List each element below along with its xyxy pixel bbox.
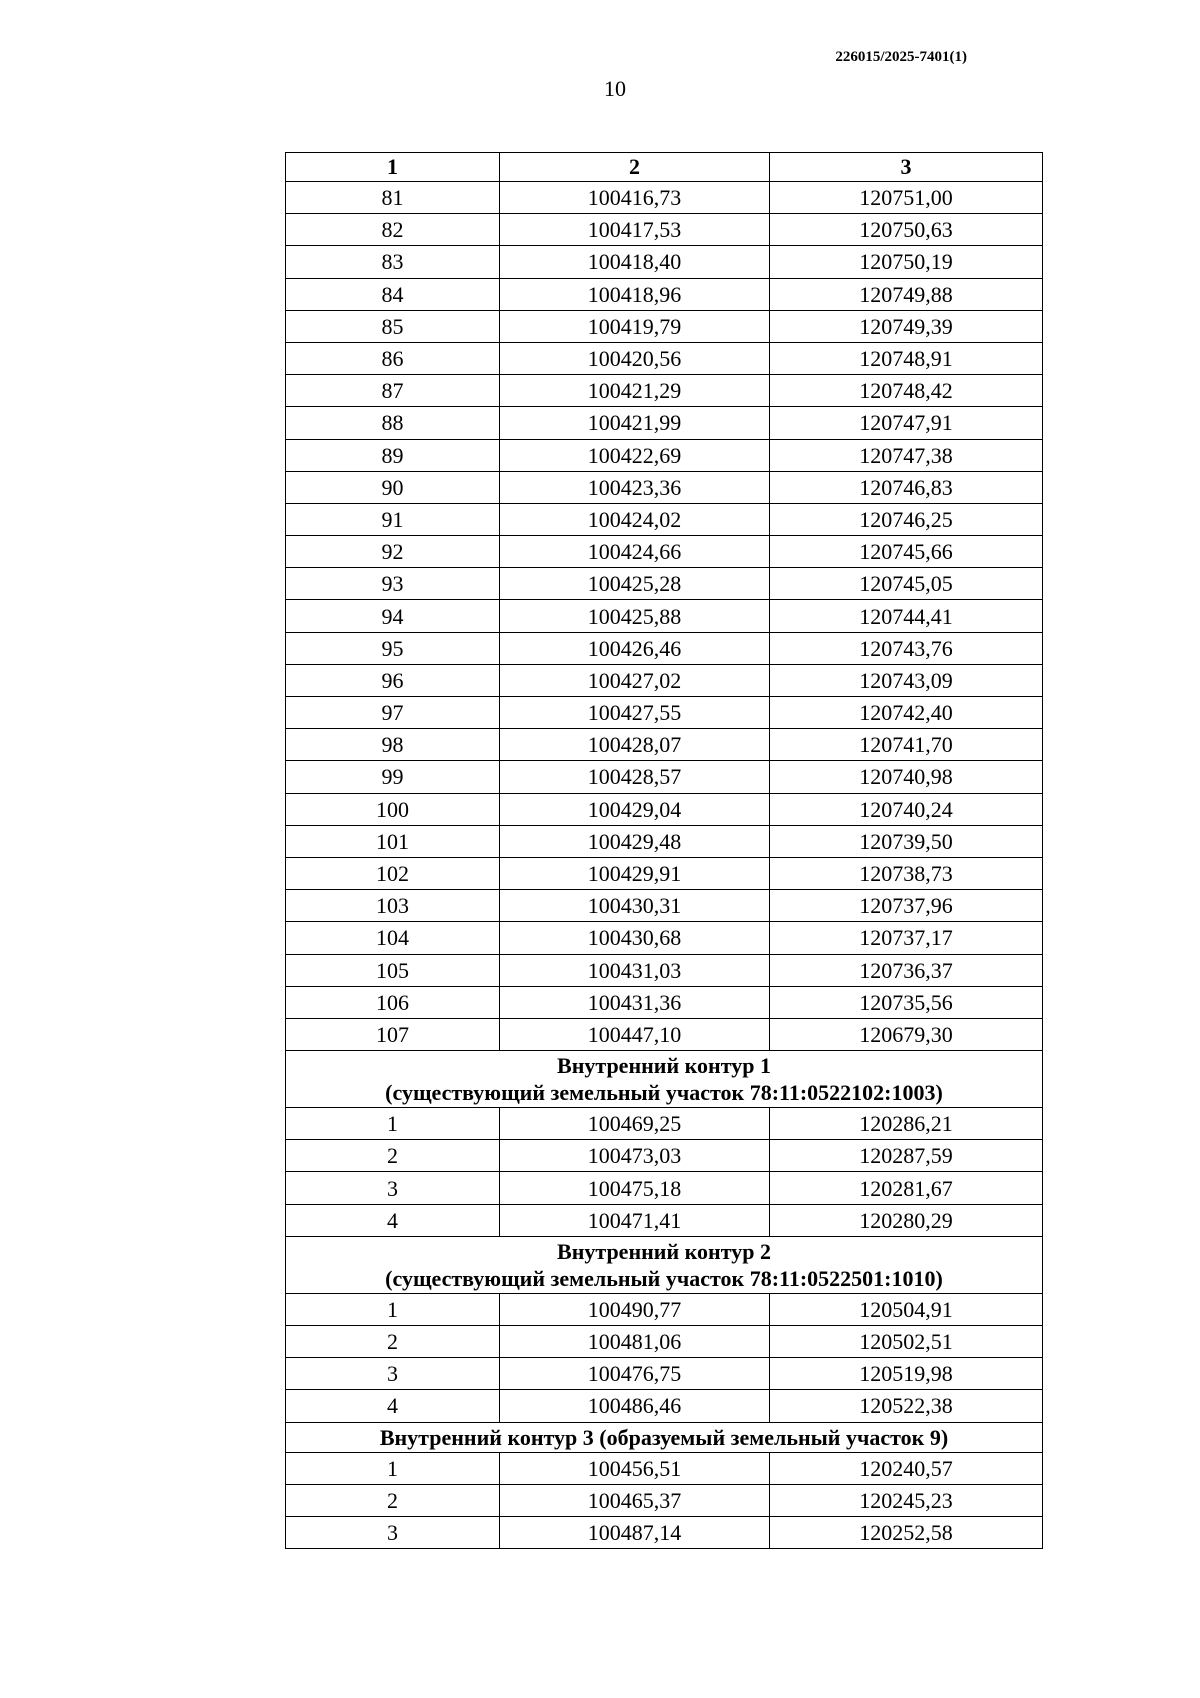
x-coordinate-cell: 100421,99 bbox=[500, 407, 770, 439]
section-title bbox=[286, 1051, 1043, 1108]
column-header-point: 1 bbox=[286, 153, 500, 182]
point-number-cell: 105 bbox=[286, 954, 500, 986]
x-coordinate-cell: 100427,55 bbox=[500, 697, 770, 729]
x-coordinate-cell: 100421,29 bbox=[500, 375, 770, 407]
table-row bbox=[286, 1018, 1043, 1050]
y-coordinate-cell: 120735,56 bbox=[770, 986, 1043, 1018]
table-row bbox=[286, 214, 1043, 246]
x-coordinate-cell: 100427,02 bbox=[500, 664, 770, 696]
point-number-cell: 2 bbox=[286, 1326, 500, 1358]
x-coordinate-cell: 100425,28 bbox=[500, 568, 770, 600]
column-header-y: 3 bbox=[770, 153, 1043, 182]
x-coordinate-cell: 100447,10 bbox=[500, 1018, 770, 1050]
x-coordinate-cell: 100425,88 bbox=[500, 600, 770, 632]
x-coordinate-cell: 100419,79 bbox=[500, 310, 770, 342]
y-coordinate-cell: 120504,91 bbox=[770, 1293, 1043, 1325]
document-number: 226015/2025-7401(1) bbox=[835, 49, 967, 65]
table-row bbox=[286, 986, 1043, 1018]
x-coordinate-cell: 100476,75 bbox=[500, 1358, 770, 1390]
x-coordinate-cell: 100490,77 bbox=[500, 1293, 770, 1325]
y-coordinate-cell: 120749,88 bbox=[770, 278, 1043, 310]
x-coordinate-cell: 100418,96 bbox=[500, 278, 770, 310]
point-number-cell: 91 bbox=[286, 503, 500, 535]
y-coordinate-cell: 120737,17 bbox=[770, 922, 1043, 954]
y-coordinate-cell: 120750,19 bbox=[770, 246, 1043, 278]
section-header-row bbox=[286, 1422, 1043, 1452]
y-coordinate-cell: 120286,21 bbox=[770, 1108, 1043, 1140]
y-coordinate-cell: 120280,29 bbox=[770, 1204, 1043, 1236]
x-coordinate-cell: 100471,41 bbox=[500, 1204, 770, 1236]
table-row bbox=[286, 246, 1043, 278]
y-coordinate-cell: 120741,70 bbox=[770, 729, 1043, 761]
table-row bbox=[286, 568, 1043, 600]
table-row bbox=[286, 182, 1043, 214]
point-number-cell: 100 bbox=[286, 793, 500, 825]
point-number-cell: 1 bbox=[286, 1108, 500, 1140]
table-row bbox=[286, 503, 1043, 535]
y-coordinate-cell: 120287,59 bbox=[770, 1140, 1043, 1172]
table-row bbox=[286, 600, 1043, 632]
point-number-cell: 87 bbox=[286, 375, 500, 407]
y-coordinate-cell: 120522,38 bbox=[770, 1390, 1043, 1422]
point-number-cell: 2 bbox=[286, 1484, 500, 1516]
table-row bbox=[286, 536, 1043, 568]
x-coordinate-cell: 100422,69 bbox=[500, 439, 770, 471]
table-row bbox=[286, 825, 1043, 857]
y-coordinate-cell: 120745,66 bbox=[770, 536, 1043, 568]
section-title-line2: (существующий земельный участок 78:11:0522501:1010) bbox=[385, 1265, 943, 1291]
table-body bbox=[286, 182, 1043, 1549]
y-coordinate-cell: 120749,39 bbox=[770, 310, 1043, 342]
x-coordinate-cell: 100430,68 bbox=[500, 922, 770, 954]
point-number-cell: 3 bbox=[286, 1358, 500, 1390]
x-coordinate-cell: 100429,91 bbox=[500, 857, 770, 889]
x-coordinate-cell: 100428,57 bbox=[500, 761, 770, 793]
y-coordinate-cell: 120748,42 bbox=[770, 375, 1043, 407]
table-row bbox=[286, 1484, 1043, 1516]
table-row bbox=[286, 793, 1043, 825]
section-title bbox=[286, 1236, 1043, 1293]
y-coordinate-cell: 120519,98 bbox=[770, 1358, 1043, 1390]
x-coordinate-cell: 100473,03 bbox=[500, 1140, 770, 1172]
y-coordinate-cell: 120745,05 bbox=[770, 568, 1043, 600]
y-coordinate-cell: 120743,76 bbox=[770, 632, 1043, 664]
x-coordinate-cell: 100429,48 bbox=[500, 825, 770, 857]
y-coordinate-cell: 120737,96 bbox=[770, 890, 1043, 922]
table-row bbox=[286, 1390, 1043, 1422]
y-coordinate-cell: 120736,37 bbox=[770, 954, 1043, 986]
y-coordinate-cell: 120240,57 bbox=[770, 1452, 1043, 1484]
point-number-cell: 107 bbox=[286, 1018, 500, 1050]
y-coordinate-cell: 120252,58 bbox=[770, 1516, 1043, 1548]
point-number-cell: 3 bbox=[286, 1516, 500, 1548]
point-number-cell: 1 bbox=[286, 1293, 500, 1325]
point-number-cell: 102 bbox=[286, 857, 500, 889]
y-coordinate-cell: 120281,67 bbox=[770, 1172, 1043, 1204]
y-coordinate-cell: 120742,40 bbox=[770, 697, 1043, 729]
y-coordinate-cell: 120750,63 bbox=[770, 214, 1043, 246]
x-coordinate-cell: 100423,36 bbox=[500, 471, 770, 503]
y-coordinate-cell: 120751,00 bbox=[770, 182, 1043, 214]
x-coordinate-cell: 100416,73 bbox=[500, 182, 770, 214]
y-coordinate-cell: 120744,41 bbox=[770, 600, 1043, 632]
x-coordinate-cell: 100430,31 bbox=[500, 890, 770, 922]
table-row bbox=[286, 375, 1043, 407]
y-coordinate-cell: 120245,23 bbox=[770, 1484, 1043, 1516]
table-row bbox=[286, 310, 1043, 342]
section-title-line1: Внутренний контур 2 bbox=[557, 1238, 771, 1264]
point-number-cell: 93 bbox=[286, 568, 500, 600]
point-number-cell: 1 bbox=[286, 1452, 500, 1484]
point-number-cell: 99 bbox=[286, 761, 500, 793]
table-row bbox=[286, 342, 1043, 374]
table-row bbox=[286, 857, 1043, 889]
x-coordinate-cell: 100487,14 bbox=[500, 1516, 770, 1548]
table-header-row bbox=[286, 153, 1043, 182]
point-number-cell: 88 bbox=[286, 407, 500, 439]
table-row bbox=[286, 1293, 1043, 1325]
table-row bbox=[286, 697, 1043, 729]
x-coordinate-cell: 100424,66 bbox=[500, 536, 770, 568]
point-number-cell: 92 bbox=[286, 536, 500, 568]
section-title bbox=[286, 1422, 1043, 1452]
point-number-cell: 82 bbox=[286, 214, 500, 246]
table-row bbox=[286, 1172, 1043, 1204]
x-coordinate-cell: 100420,56 bbox=[500, 342, 770, 374]
table-row bbox=[286, 471, 1043, 503]
x-coordinate-cell: 100481,06 bbox=[500, 1326, 770, 1358]
x-coordinate-cell: 100426,46 bbox=[500, 632, 770, 664]
table-row bbox=[286, 922, 1043, 954]
point-number-cell: 89 bbox=[286, 439, 500, 471]
table-row bbox=[286, 407, 1043, 439]
x-coordinate-cell: 100424,02 bbox=[500, 503, 770, 535]
table-row bbox=[286, 1140, 1043, 1172]
y-coordinate-cell: 120738,73 bbox=[770, 857, 1043, 889]
page-number: 10 bbox=[604, 76, 626, 101]
x-coordinate-cell: 100431,36 bbox=[500, 986, 770, 1018]
column-header-x: 2 bbox=[500, 153, 770, 182]
point-number-cell: 85 bbox=[286, 310, 500, 342]
table-row bbox=[286, 1204, 1043, 1236]
y-coordinate-cell: 120747,91 bbox=[770, 407, 1043, 439]
point-number-cell: 104 bbox=[286, 922, 500, 954]
section-header-row bbox=[286, 1236, 1043, 1293]
section-title-line1: Внутренний контур 3 (образуемый земельный участок 9) bbox=[379, 1424, 949, 1450]
table-row bbox=[286, 1108, 1043, 1140]
x-coordinate-cell: 100456,51 bbox=[500, 1452, 770, 1484]
section-title-line1: Внутренний контур 1 bbox=[557, 1053, 771, 1079]
point-number-cell: 103 bbox=[286, 890, 500, 922]
y-coordinate-cell: 120679,30 bbox=[770, 1018, 1043, 1050]
point-number-cell: 97 bbox=[286, 697, 500, 729]
x-coordinate-cell: 100475,18 bbox=[500, 1172, 770, 1204]
table-row bbox=[286, 890, 1043, 922]
y-coordinate-cell: 120746,83 bbox=[770, 471, 1043, 503]
table-row bbox=[286, 954, 1043, 986]
table-row bbox=[286, 1358, 1043, 1390]
point-number-cell: 96 bbox=[286, 664, 500, 696]
point-number-cell: 90 bbox=[286, 471, 500, 503]
point-number-cell: 95 bbox=[286, 632, 500, 664]
point-number-cell: 81 bbox=[286, 182, 500, 214]
x-coordinate-cell: 100428,07 bbox=[500, 729, 770, 761]
point-number-cell: 4 bbox=[286, 1204, 500, 1236]
section-header-row bbox=[286, 1051, 1043, 1108]
x-coordinate-cell: 100417,53 bbox=[500, 214, 770, 246]
y-coordinate-cell: 120746,25 bbox=[770, 503, 1043, 535]
coordinates-table bbox=[285, 152, 1043, 1549]
x-coordinate-cell: 100418,40 bbox=[500, 246, 770, 278]
y-coordinate-cell: 120747,38 bbox=[770, 439, 1043, 471]
x-coordinate-cell: 100431,03 bbox=[500, 954, 770, 986]
y-coordinate-cell: 120743,09 bbox=[770, 664, 1043, 696]
table-row bbox=[286, 761, 1043, 793]
x-coordinate-cell: 100429,04 bbox=[500, 793, 770, 825]
point-number-cell: 3 bbox=[286, 1172, 500, 1204]
table-row bbox=[286, 1326, 1043, 1358]
y-coordinate-cell: 120739,50 bbox=[770, 825, 1043, 857]
x-coordinate-cell: 100486,46 bbox=[500, 1390, 770, 1422]
table-row bbox=[286, 1452, 1043, 1484]
x-coordinate-cell: 100465,37 bbox=[500, 1484, 770, 1516]
point-number-cell: 83 bbox=[286, 246, 500, 278]
table-row bbox=[286, 1516, 1043, 1548]
point-number-cell: 106 bbox=[286, 986, 500, 1018]
y-coordinate-cell: 120740,98 bbox=[770, 761, 1043, 793]
point-number-cell: 86 bbox=[286, 342, 500, 374]
point-number-cell: 101 bbox=[286, 825, 500, 857]
x-coordinate-cell: 100469,25 bbox=[500, 1108, 770, 1140]
point-number-cell: 98 bbox=[286, 729, 500, 761]
table-row bbox=[286, 729, 1043, 761]
table-row bbox=[286, 632, 1043, 664]
point-number-cell: 2 bbox=[286, 1140, 500, 1172]
table-row bbox=[286, 664, 1043, 696]
table-row bbox=[286, 439, 1043, 471]
section-title-line2: (существующий земельный участок 78:11:0522102:1003) bbox=[385, 1080, 943, 1106]
y-coordinate-cell: 120502,51 bbox=[770, 1326, 1043, 1358]
table-row bbox=[286, 278, 1043, 310]
point-number-cell: 84 bbox=[286, 278, 500, 310]
y-coordinate-cell: 120740,24 bbox=[770, 793, 1043, 825]
point-number-cell: 94 bbox=[286, 600, 500, 632]
y-coordinate-cell: 120748,91 bbox=[770, 342, 1043, 374]
point-number-cell: 4 bbox=[286, 1390, 500, 1422]
